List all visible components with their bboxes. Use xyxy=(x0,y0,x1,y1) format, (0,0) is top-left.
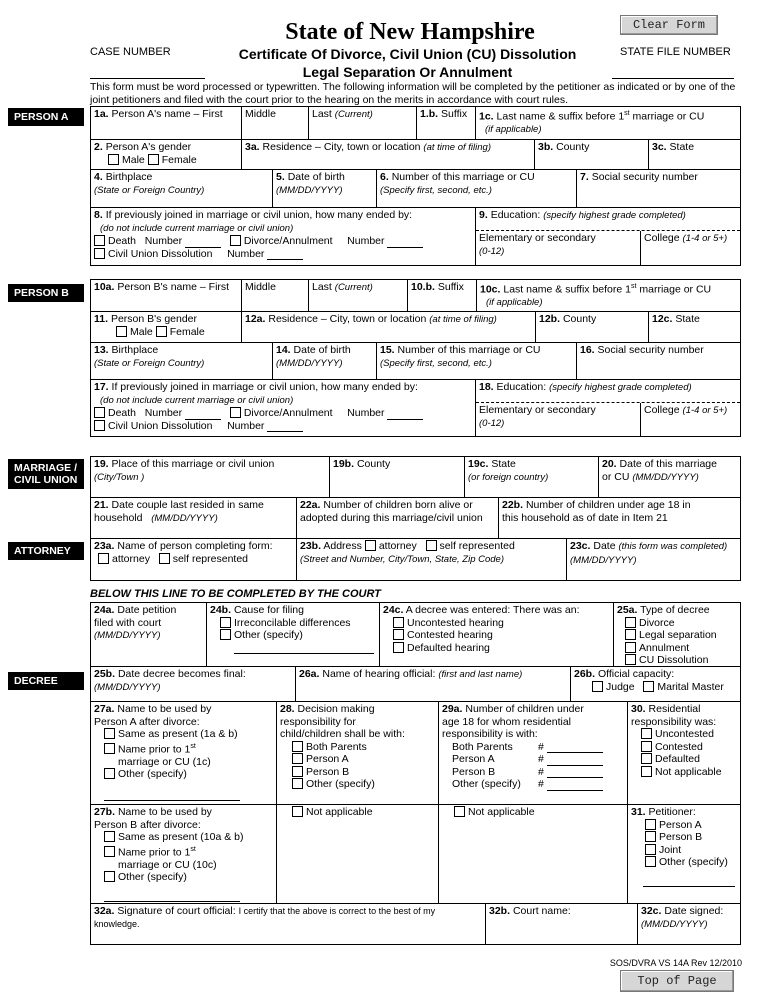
annulment-checkbox[interactable] xyxy=(625,642,636,653)
both-parents-checkbox[interactable] xyxy=(292,741,303,752)
male-checkbox[interactable] xyxy=(116,326,127,337)
person-b-education: 18. Education: (specify highest grade completed) Elementary or secondary (0-12) College (1-4 or 5+) xyxy=(475,379,741,437)
other-cause-checkbox[interactable] xyxy=(220,629,231,640)
completer-address-field[interactable]: 23b. Address attorney self represented (Street and Number, City/Town, State, Zip Code) xyxy=(296,538,567,581)
person-b-name-after: 27b. Name to be used by Person B after divorce: Same as present (10a & b) Name prior to 1st marriage or CU (10c) Other (specify) xyxy=(90,804,277,904)
person-a-name-after: 27a. Name to be used by Person A after divorce: Same as present (1a & b) Name prior to 1st marriage or CU (1c) Other (specify) xyxy=(90,701,277,805)
intro-text: This form must be word processed or typewritten. The following information will be completed by the petitioner as indicated or by one of the joint petitioners and filed with the court prior to the hearing on the merits in accordance with court rules. xyxy=(90,81,736,106)
divorce-decree-checkbox[interactable] xyxy=(625,617,636,628)
self-represented-checkbox[interactable] xyxy=(159,553,170,564)
other-name-b-checkbox[interactable] xyxy=(104,871,115,882)
person-a-elementary-field[interactable]: Elementary or secondary (0-12) xyxy=(476,231,641,265)
res-not-applicable-checkbox[interactable] xyxy=(641,766,652,777)
person-a-previous-unions: 8. If previously joined in marriage or civil union, how many ended by: (do not include current marriage or civil union) Death Number Divorce/Annulment Number Civil Union Dissolution Number xyxy=(90,207,476,266)
decision-not-applicable: Not applicable xyxy=(276,804,439,904)
form-subtitle-2: Legal Separation Or Annulment xyxy=(302,64,513,80)
death-checkbox[interactable] xyxy=(94,235,105,246)
state-file-number-field[interactable] xyxy=(612,78,734,79)
res-defaulted-checkbox[interactable] xyxy=(641,753,652,764)
person-b-prior-name-field[interactable]: 10c. Last name & suffix before 1st marriage or CU (if applicable) xyxy=(476,279,741,312)
petitioner-a-checkbox[interactable] xyxy=(645,819,656,830)
residential-not-applicable: Not applicable xyxy=(438,804,628,904)
top-of-page-button[interactable]: Top of Page xyxy=(620,970,734,992)
person-b-birthplace-field[interactable]: 13. Birthplace (State or Foreign Country) xyxy=(90,342,273,380)
attorney-checkbox[interactable] xyxy=(98,553,109,564)
person-a-prior-name-field[interactable]: 1c. Last name & suffix before 1st marriage or CU (if applicable) xyxy=(475,106,741,140)
completer-name-field[interactable]: 23a. Name of person completing form: attorney self represented xyxy=(90,538,297,581)
person-a-state-field[interactable]: 3c. State xyxy=(648,139,741,170)
address-attorney-checkbox[interactable] xyxy=(365,540,376,551)
official-capacity: 26b. Official capacity: Judge Marital Master xyxy=(570,666,741,702)
person-b-marriage-number-field[interactable]: 15. Number of this marriage or CU (Specify first, second, etc.) xyxy=(376,342,577,380)
residential-children: 29a. Number of children under age 18 for whom residential responsibility is with: Both Parents # Person A # Person B # Other (specify) # xyxy=(438,701,628,805)
legal-separation-checkbox[interactable] xyxy=(625,629,636,640)
person-b-dob-field[interactable]: 14. Date of birth (MM/DD/YYYY) xyxy=(272,342,377,380)
decision-other-checkbox[interactable] xyxy=(292,778,303,789)
completion-date-field[interactable]: 23c. Date (this form was completed) (MM/DD/YYYY) xyxy=(566,538,741,581)
person-b-college-field[interactable]: College (1-4 or 5+) xyxy=(644,404,728,416)
marriage-place-field[interactable]: 19. Place of this marriage or civil union (City/Town ) xyxy=(90,456,330,498)
person-a-middle-field[interactable]: Middle xyxy=(241,106,309,140)
form-title: State of New Hampshire xyxy=(285,19,535,45)
person-b-elementary-field[interactable]: Elementary or secondary (0-12) xyxy=(476,403,641,436)
form-subtitle: Certificate Of Divorce, Civil Union (CU) Dissolution xyxy=(238,46,577,62)
petitioner-b-checkbox[interactable] xyxy=(645,831,656,842)
case-number-label: CASE NUMBER xyxy=(90,46,171,58)
section-decree: DECREE xyxy=(8,672,84,690)
children-under-18-field[interactable]: 22b. Number of children under age 18 in this household as of date in Item 21 xyxy=(498,497,741,539)
person-b-county-field[interactable]: 12b. County xyxy=(535,311,649,343)
person-a-gender-field: 2. Person A's gender Male Female xyxy=(90,139,242,170)
person-b-previous-unions: 17. If previously joined in marriage or civil union, how many ended by: (do not include current marriage or civil union) Death Number Divorce/Annulment Number Civil Union Dissolution Number xyxy=(90,379,476,437)
person-a-first-name-field[interactable]: 1a. Person A's name – First xyxy=(90,106,242,140)
person-a-marriage-number-field[interactable]: 6. Number of this marriage or CU (Specify first, second, etc.) xyxy=(376,169,577,208)
decision-making: 28. Decision making responsibility for child/children shall be with: Both Parents Person A Person B Other (specify) xyxy=(276,701,439,805)
person-a-residence-field[interactable]: 3a. Residence – City, town or location (at time of filing) xyxy=(241,139,535,170)
address-self-checkbox[interactable] xyxy=(426,540,437,551)
residential-responsibility: 30. Residential responsibility was: Uncontested Contested Defaulted Not applicable xyxy=(627,701,741,805)
court-name-field[interactable]: 32b. Court name: xyxy=(485,903,638,945)
person-a-ssn-field[interactable]: 7. Social security number xyxy=(576,169,741,208)
person-a-county-field[interactable]: 3b. County xyxy=(534,139,649,170)
prior-name-a-checkbox[interactable] xyxy=(104,743,115,754)
decree-hearing: 24c. A decree was entered: There was an: Uncontested hearing Contested hearing Defaulted hearing xyxy=(379,602,614,667)
person-a-suffix-field[interactable]: 1.b. Suffix xyxy=(416,106,476,140)
court-banner: BELOW THIS LINE TO BE COMPLETED BY THE COURT xyxy=(90,588,381,600)
state-file-number-label: STATE FILE NUMBER xyxy=(620,46,731,58)
judge-checkbox[interactable] xyxy=(592,681,603,692)
section-marriage: MARRIAGE / CIVIL UNION xyxy=(8,459,84,489)
petitioner-joint-checkbox[interactable] xyxy=(645,844,656,855)
res-uncontested-checkbox[interactable] xyxy=(641,728,652,739)
divorce-checkbox[interactable] xyxy=(230,407,241,418)
person-b-ssn-field[interactable]: 16. Social security number xyxy=(576,342,741,380)
contested-hearing-checkbox[interactable] xyxy=(393,629,404,640)
uncontested-hearing-checkbox[interactable] xyxy=(393,617,404,628)
children-born-field[interactable]: 22a. Number of children born alive or adopted during this marriage/civil union xyxy=(296,497,499,539)
female-checkbox[interactable] xyxy=(156,326,167,337)
decree-type: 25a. Type of decree Divorce Legal separation Annulment CU Dissolution xyxy=(613,602,741,667)
person-a-education: 9. Education: (specify highest grade completed) Elementary or secondary (0-12) College (1-4 or 5+) xyxy=(475,207,741,266)
same-as-present-b-checkbox[interactable] xyxy=(104,831,115,842)
residential-not-applicable-checkbox[interactable] xyxy=(454,806,465,817)
cu-dissolution-checkbox[interactable] xyxy=(94,420,105,431)
cu-dissolution-decree-checkbox[interactable] xyxy=(625,654,636,665)
court-official-signature-field[interactable]: 32a. Signature of court official: I certify that the above is correct to the best of my knowledge. xyxy=(90,903,486,945)
decision-person-a-checkbox[interactable] xyxy=(292,753,303,764)
person-a-last-field[interactable]: Last (Current) xyxy=(308,106,417,140)
cu-dissolution-checkbox[interactable] xyxy=(94,248,105,259)
decree-final-date-field[interactable]: 25b. Date decree becomes final: (MM/DD/YYYY) xyxy=(90,666,296,702)
person-a-birthplace-field[interactable]: 4. Birthplace (State or Foreign Country) xyxy=(90,169,273,208)
res-contested-checkbox[interactable] xyxy=(641,741,652,752)
section-person-b: PERSON B xyxy=(8,284,84,302)
decision-person-b-checkbox[interactable] xyxy=(292,766,303,777)
person-a-college-field[interactable]: College (1-4 or 5+) xyxy=(644,232,728,244)
petitioner: 31. Petitioner: Person A Person B Joint Other (specify) xyxy=(627,804,741,904)
person-b-suffix-field[interactable]: 10.b. Suffix xyxy=(407,279,477,312)
section-attorney: ATTORNEY xyxy=(8,542,84,560)
petitioner-other-checkbox[interactable] xyxy=(645,856,656,867)
female-checkbox[interactable] xyxy=(148,154,159,165)
decision-not-applicable-checkbox[interactable] xyxy=(292,806,303,817)
marriage-date-field[interactable]: 20. Date of this marriage or CU (MM/DD/YYYY) xyxy=(598,456,741,498)
marriage-state-field[interactable]: 19c. State (or foreign country) xyxy=(464,456,599,498)
cause-for-filing: 24b. Cause for filing Irreconcilable differences Other (specify) xyxy=(206,602,380,667)
hearing-official-field[interactable]: 26a. Name of hearing official: (first and last name) xyxy=(295,666,571,702)
other-name-a-checkbox[interactable] xyxy=(104,768,115,779)
divorce-checkbox[interactable] xyxy=(230,235,241,246)
clear-form-button[interactable]: Clear Form xyxy=(620,15,718,35)
person-b-gender-field: 11. Person B's gender Male Female xyxy=(90,311,242,343)
case-number-field[interactable] xyxy=(90,78,205,79)
date-signed-field[interactable]: 32c. Date signed: (MM/DD/YYYY) xyxy=(637,903,741,945)
section-person-a: PERSON A xyxy=(8,108,84,126)
same-as-present-a-checkbox[interactable] xyxy=(104,728,115,739)
prior-name-b-checkbox[interactable] xyxy=(104,846,115,857)
person-a-dob-field[interactable]: 5. Date of birth (MM/DD/YYYY) xyxy=(272,169,377,208)
person-b-residence-field[interactable]: 12a. Residence – City, town or location (at time of filing) xyxy=(241,311,536,343)
death-checkbox[interactable] xyxy=(94,407,105,418)
person-b-last-field[interactable]: Last (Current) xyxy=(308,279,408,312)
person-b-state-field[interactable]: 12c. State xyxy=(648,311,741,343)
defaulted-hearing-checkbox[interactable] xyxy=(393,642,404,653)
petition-date-field[interactable]: 24a. Date petition filed with court (MM/DD/YYYY) xyxy=(90,602,207,667)
male-checkbox[interactable] xyxy=(108,154,119,165)
last-resided-date-field[interactable]: 21. Date couple last resided in same household (MM/DD/YYYY) xyxy=(90,497,297,539)
person-b-middle-field[interactable]: Middle xyxy=(241,279,309,312)
marriage-county-field[interactable]: 19b. County xyxy=(329,456,465,498)
form-code: SOS/DVRA VS 14A Rev 12/2010 xyxy=(609,958,742,968)
irreconcilable-checkbox[interactable] xyxy=(220,617,231,628)
person-b-first-name-field[interactable]: 10a. Person B's name – First xyxy=(90,279,242,312)
marital-master-checkbox[interactable] xyxy=(643,681,654,692)
